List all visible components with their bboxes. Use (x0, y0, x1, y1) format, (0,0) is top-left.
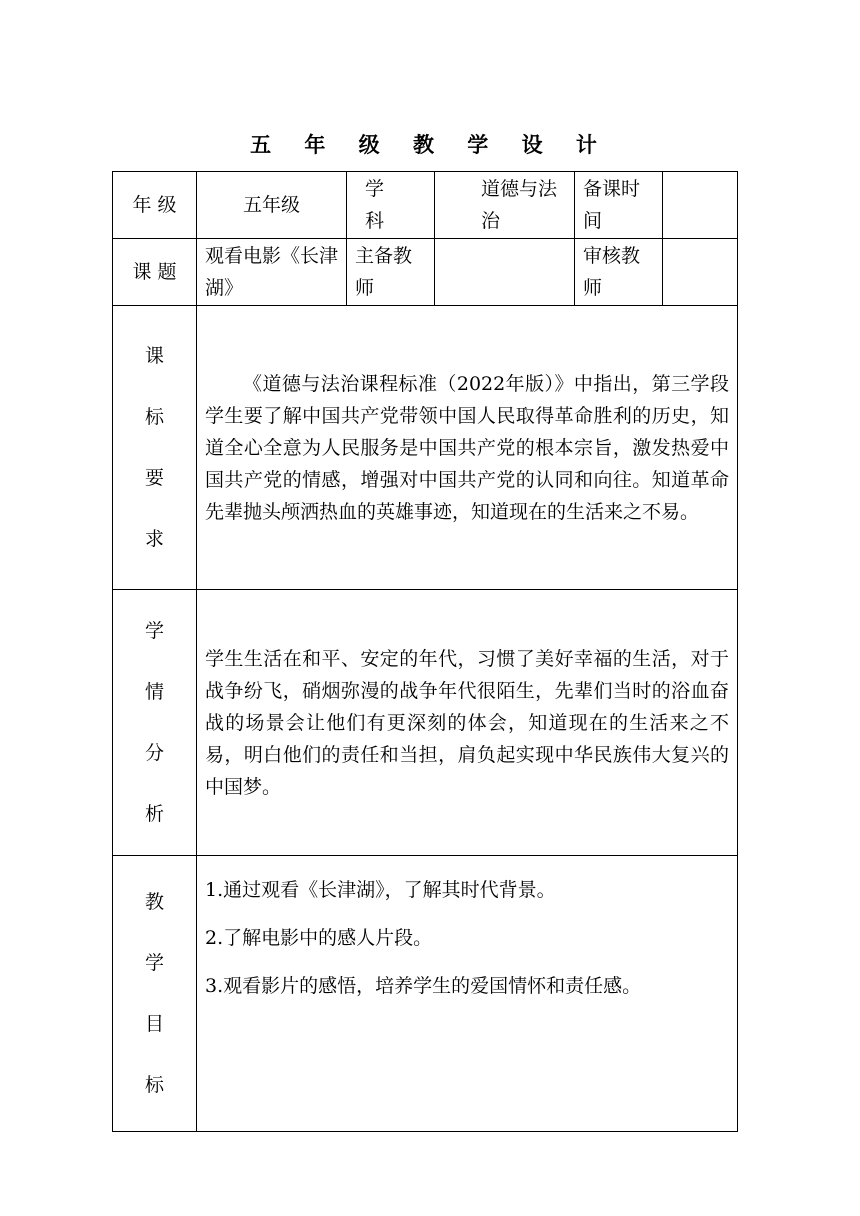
objective-item: 3.观看影片的感悟，培养学生的爱国情怀和责任感。 (205, 975, 642, 997)
grade-value: 五年级 (242, 194, 300, 216)
analysis-row (113, 590, 738, 856)
topic-label: 课 题 (132, 261, 177, 283)
lesson-plan-table (112, 171, 738, 1132)
standards-label-char: 标 (144, 405, 164, 428)
grade-label-cell (113, 172, 197, 239)
standards-text: 《道德与法治课程标准（2022年版）》中指出，第三学段学生要了解中国共产党带领中国人民取得革命胜利的历史，知道全心全意为人民服务是中国共产党的根本宗旨，激发热爱中国共产党的情感，增强对中国共产党的认同和向往。知道革命先辈抛头颅洒热血的英雄事迹，知道现在的生活来之不易。 (205, 372, 729, 523)
topic-row (113, 239, 738, 306)
objectives-label-char: 标 (144, 1073, 164, 1096)
topic-value-cell (197, 239, 347, 306)
lead-teacher-label: 主备教师 (355, 245, 413, 299)
objectives-text-cell (197, 856, 738, 1132)
standards-row (113, 306, 738, 590)
prep-time-label: 备课时间 (583, 178, 641, 232)
standards-label-char: 课 (144, 344, 164, 367)
subject-label-cell (347, 172, 435, 239)
topic-value: 观看电影《长津湖》 (205, 245, 339, 299)
objectives-label-char: 学 (144, 951, 164, 974)
analysis-text-cell (197, 590, 738, 856)
standards-label-cell (113, 306, 197, 590)
header-row (113, 172, 738, 239)
analysis-label-char: 析 (144, 802, 164, 825)
objective-item: 2.了解电影中的感人片段。 (205, 927, 433, 949)
objectives-label-char: 目 (144, 1012, 164, 1035)
analysis-label-char: 情 (144, 680, 164, 703)
standards-label-char: 要 (144, 466, 164, 489)
reviewer-label-cell (575, 239, 663, 306)
analysis-label-char: 学 (144, 619, 164, 642)
grade-value-cell (197, 172, 347, 239)
analysis-text: 学生生活在和平、安定的年代，习惯了美好幸福的生活，对于战争纷飞，硝烟弥漫的战争年代很陌生，先辈们当时的浴血奋战的场景会让他们有更深刻的体会，知道现在的生活来之不易，明白他们的责任和当担，肩负起实现中华民族伟大复兴的中国梦。 (205, 647, 729, 798)
grade-label: 年 级 (132, 194, 177, 216)
reviewer-label: 审核教师 (583, 245, 641, 299)
objective-item: 1.通过观看《长津湖》，了解其时代背景。 (205, 879, 556, 901)
reviewer-value-cell (663, 239, 738, 306)
lead-teacher-value-cell (435, 239, 575, 306)
analysis-label-char: 分 (144, 741, 164, 764)
objectives-label-char: 教 (144, 890, 164, 913)
subject-value-cell (435, 172, 575, 239)
objectives-row (113, 856, 738, 1132)
standards-label-char: 求 (144, 527, 164, 550)
topic-label-cell (113, 239, 197, 306)
page-title: 五 年 级 教 学 设 计 (250, 133, 610, 157)
subject-value: 道德与法治 (481, 178, 558, 232)
analysis-label-cell (113, 590, 197, 856)
subject-label: 学 科 (365, 178, 405, 232)
prep-time-label-cell (575, 172, 663, 239)
standards-text-cell (197, 306, 738, 590)
objectives-label-cell (113, 856, 197, 1132)
lead-teacher-label-cell (347, 239, 435, 306)
prep-time-value-cell (663, 172, 738, 239)
